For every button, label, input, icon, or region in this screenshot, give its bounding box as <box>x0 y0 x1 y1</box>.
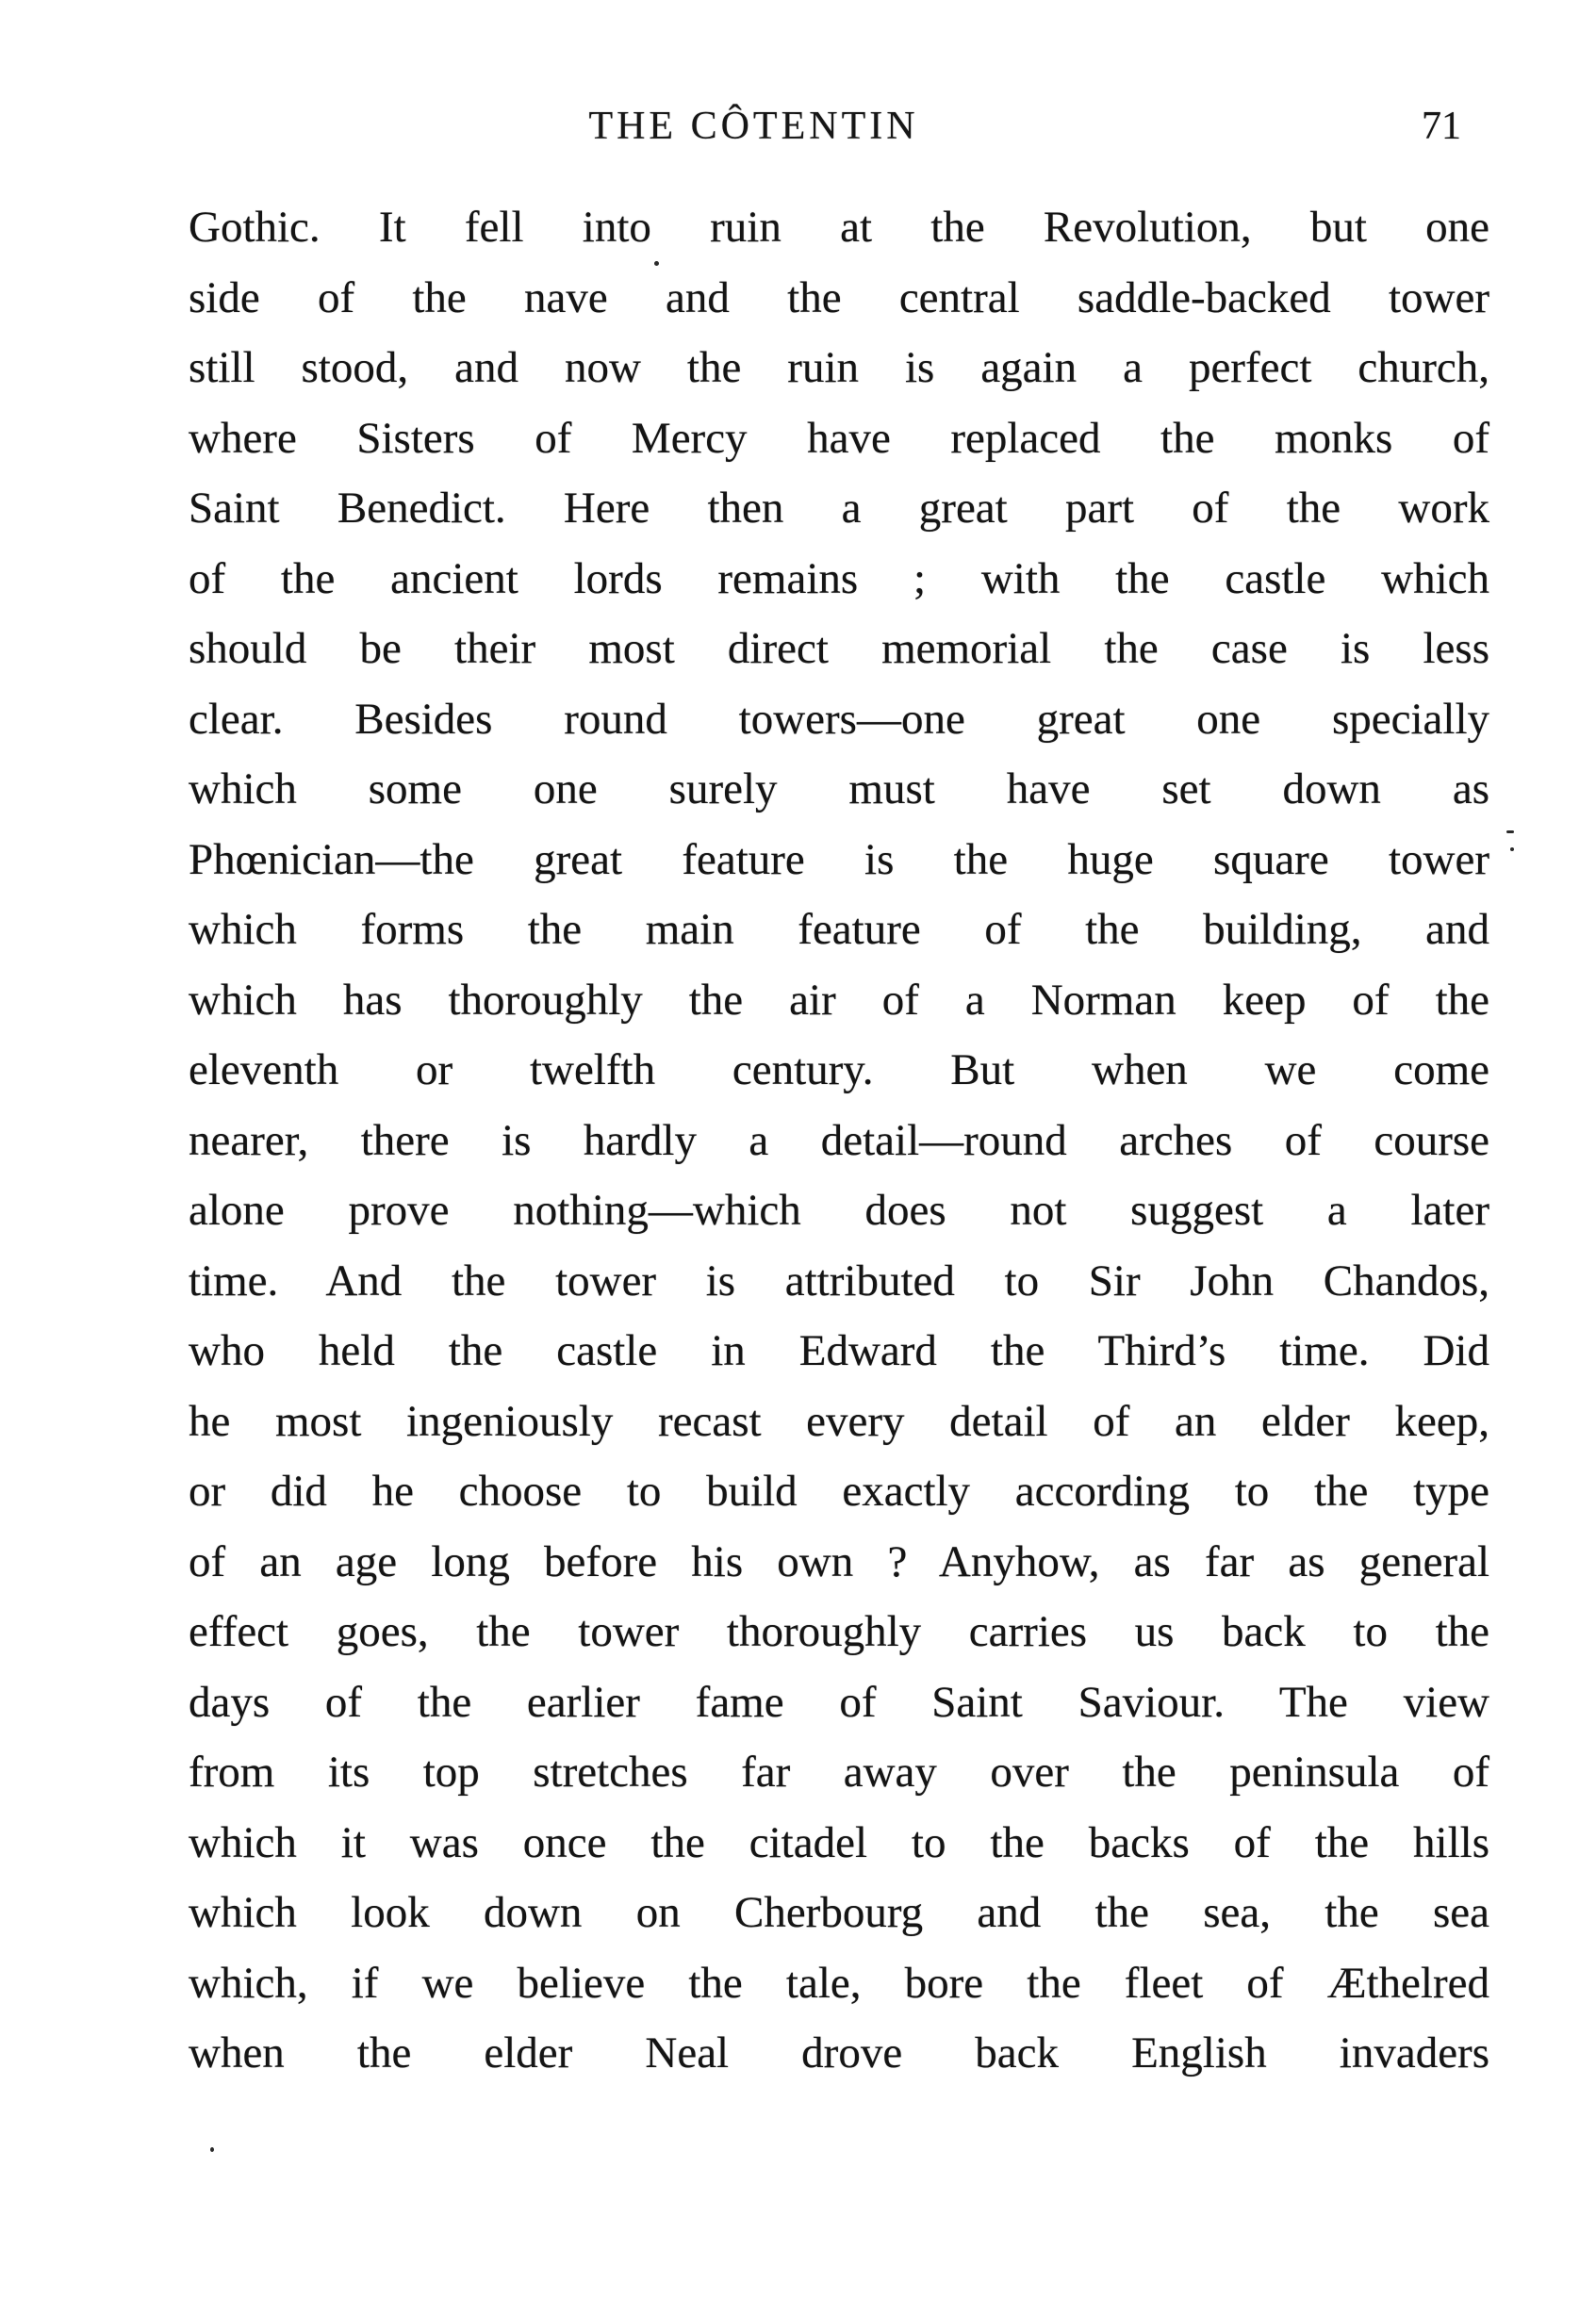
body-text-line: should be their most direct memorial the case is less <box>189 624 1489 673</box>
body-text-line: of an age long before his own ? Anyhow, as far as general <box>189 1536 1489 1586</box>
body-text-line: when the elder Neal drove back English invaders <box>189 2028 1489 2077</box>
scan-speck <box>210 2147 214 2152</box>
body-text-line: from its top stretches far away over the peninsula of <box>189 1748 1489 1797</box>
page-body-text <box>189 192 1489 2089</box>
body-text-line: or did he choose to build exactly according to the type <box>189 1467 1489 1516</box>
body-text-line: where Sisters of Mercy have replaced the monks of <box>189 413 1489 463</box>
scan-speck <box>654 261 659 266</box>
body-text-line: Phœnician—the great feature is the huge square tower <box>189 834 1489 884</box>
body-text-line: which it was once the citadel to the backs of the hills <box>189 1817 1489 1867</box>
body-text-line: clear. Besides round towers—one great one specially <box>189 694 1489 744</box>
body-text-line: still stood, and now the ruin is again a perfect church, <box>189 343 1489 392</box>
body-text-line: which, if we believe the tale, bore the fleet of Æthelred <box>189 1958 1489 2008</box>
running-title: THE CÔTENTIN <box>588 105 919 148</box>
body-text-line: of the ancient lords remains ; with the castle which <box>189 553 1489 603</box>
body-text-line: Saint Benedict. Here then a great part of the work <box>189 484 1489 533</box>
body-text-line: Gothic. It fell into ruin at the Revolution, but one <box>189 203 1489 252</box>
body-text-line: which some one surely must have set down as <box>189 764 1489 813</box>
body-text-line: alone prove nothing—which does not suggest a later <box>189 1186 1489 1235</box>
page-number: 71 <box>1422 105 1461 148</box>
body-text-line: time. And the tower is attributed to Sir John Chandos, <box>189 1256 1489 1306</box>
body-text-line: side of the nave and the central saddle-backed tower <box>189 272 1489 322</box>
body-text-line: which look down on Cherbourg and the sea, the sea <box>189 1888 1489 1937</box>
body-text-line: eleventh or twelfth century. But when we come <box>189 1045 1489 1094</box>
scan-speck <box>1506 830 1514 833</box>
scan-speck <box>1510 847 1514 851</box>
body-text-line: effect goes, the tower thoroughly carries us back to the <box>189 1607 1489 1656</box>
body-text-line: nearer, there is hardly a detail—round arches of course <box>189 1115 1489 1165</box>
body-text-line: days of the earlier fame of Saint Saviour. The view <box>189 1677 1489 1727</box>
body-text-line: which has thoroughly the air of a Norman keep of the <box>189 975 1489 1025</box>
body-text-line: who held the castle in Edward the Third’s time. Did <box>189 1326 1489 1375</box>
body-text-line: he most ingeniously recast every detail of an elder keep, <box>189 1396 1489 1446</box>
body-text-line: which forms the main feature of the building, and <box>189 905 1489 954</box>
